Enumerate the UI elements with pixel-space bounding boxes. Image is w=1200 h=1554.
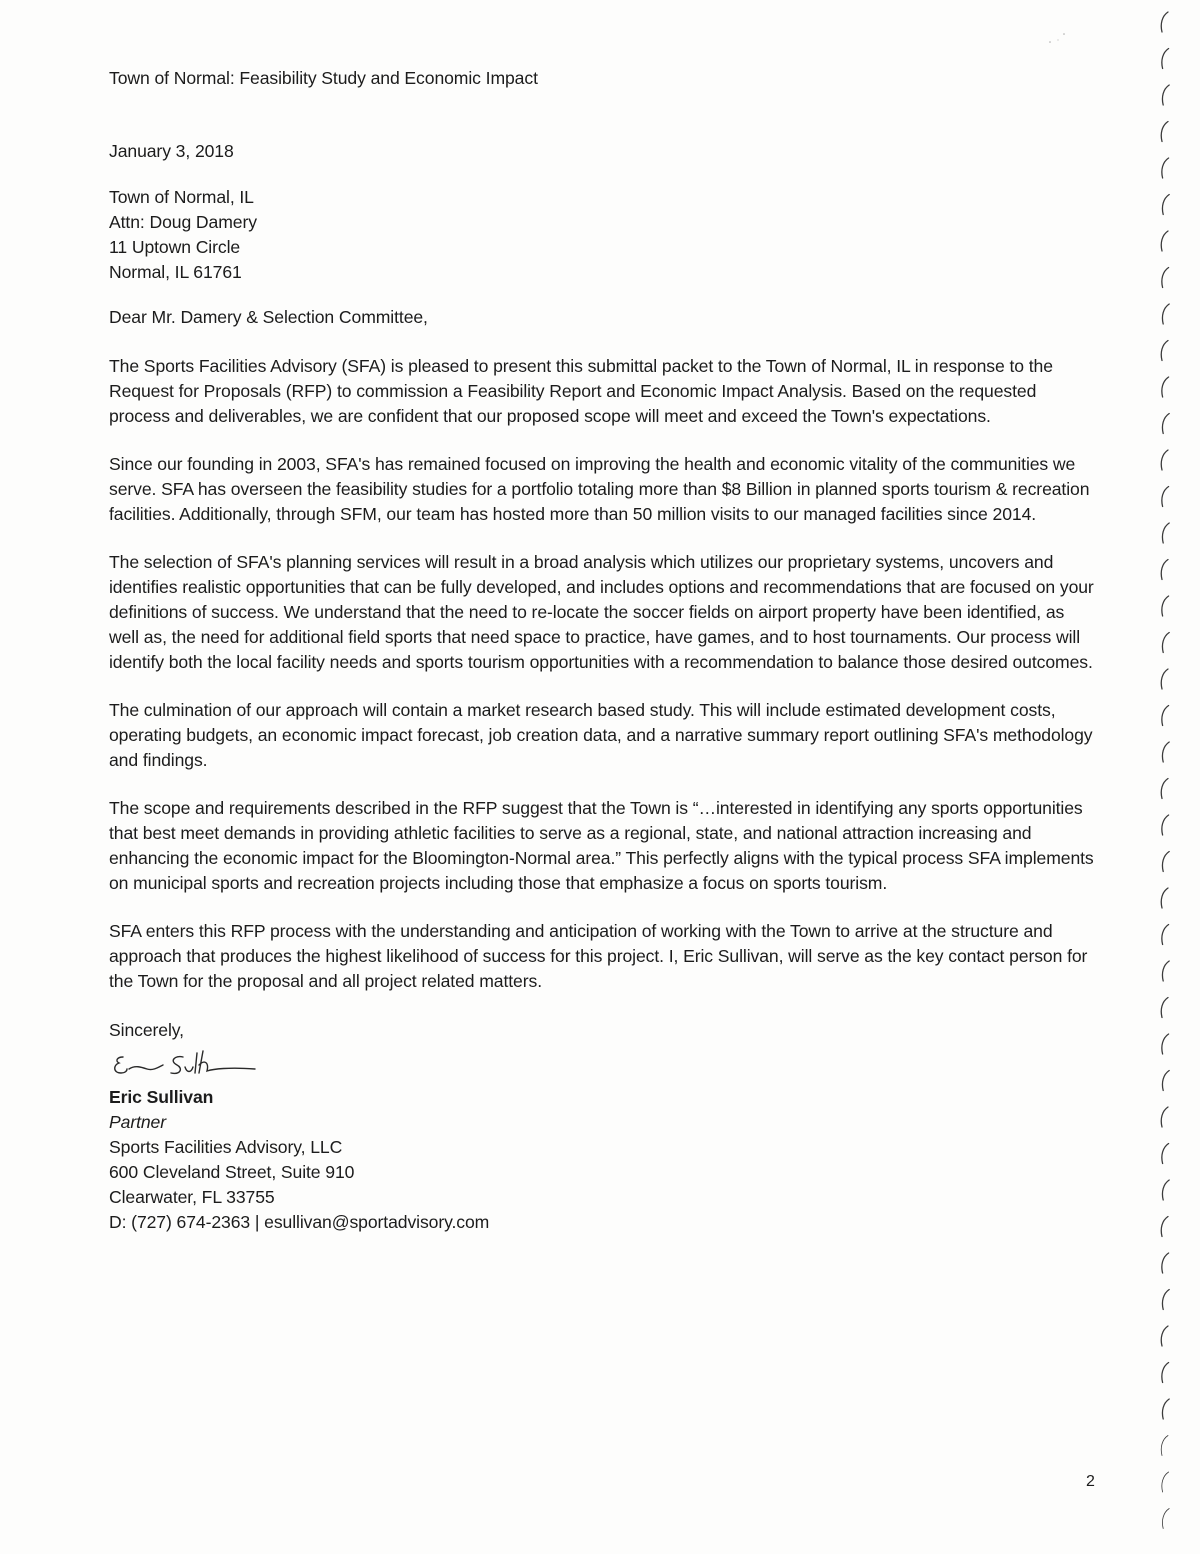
binding-hole-mark xyxy=(1162,158,1169,178)
closing: Sincerely, xyxy=(109,1020,184,1040)
recipient-line: Normal, IL 61761 xyxy=(109,262,242,282)
recipient-address xyxy=(109,185,1094,285)
binding-hole-mark xyxy=(1161,888,1168,908)
binding-hole-mark xyxy=(1162,1034,1169,1054)
binding-hole-mark xyxy=(1162,925,1169,945)
signer-city: Clearwater, FL 33755 xyxy=(109,1187,275,1207)
binding-hole-mark xyxy=(1162,304,1169,324)
binding-hole-mark xyxy=(1161,560,1168,580)
signer-contact: D: (727) 674-2363 | esullivan@sportadvisory.com xyxy=(109,1212,490,1232)
binding-hole-mark xyxy=(1162,596,1169,616)
letter-date: January 3, 2018 xyxy=(109,141,234,161)
binding-hole-marks xyxy=(1140,0,1180,1554)
binding-hole-mark xyxy=(1161,669,1168,689)
binding-hole-mark xyxy=(1162,633,1169,653)
binding-hole-mark xyxy=(1162,852,1169,872)
binding-hole-mark xyxy=(1162,195,1169,215)
letter-body xyxy=(109,66,1094,1235)
body-paragraph-scope: The scope and requirements described in the RFP suggest that the Town is “…interested in identifying any sports opportunities that best meet demands in providing athletic facilities to serve as a regional, state, and national attraction increasing and enhancing the economic impact for the Bloomington-Normal area.” This perfectly aligns with the typical process SFA implements on municipal sports and recreation projects including those that emphasize a focus on sports tourism. xyxy=(109,798,1094,893)
signer-name: Eric Sullivan xyxy=(109,1087,214,1107)
binding-hole-mark xyxy=(1162,1363,1169,1383)
binding-hole-mark xyxy=(1161,1326,1168,1346)
body-paragraph-contact: SFA enters this RFP process with the understanding and anticipation of working with the Town to arrive at the structure and approach that produces the highest likelihood of success for this project. I, Eric Sullivan, will serve as the key contact person for the Town for the proposal and all project related matters. xyxy=(109,921,1088,991)
binding-hole-mark xyxy=(1162,85,1169,105)
binding-hole-mark xyxy=(1162,1399,1169,1419)
binding-hole-mark xyxy=(1162,487,1169,507)
binding-hole-mark xyxy=(1162,742,1169,762)
signer-company: Sports Facilities Advisory, LLC xyxy=(109,1137,343,1157)
recipient-line: 11 Uptown Circle xyxy=(109,237,241,257)
binding-hole-mark xyxy=(1162,377,1169,397)
binding-hole-mark xyxy=(1162,414,1169,434)
binding-hole-mark xyxy=(1161,12,1168,32)
binding-hole-mark xyxy=(1162,1144,1169,1164)
scan-speck xyxy=(1040,20,1100,65)
body-paragraph-history: Since our founding in 2003, SFA's has remained focused on improving the health and economic vitality of the communities we serve. SFA has overseen the feasibility studies for a portfolio totaling more than $8 Billion in planned sports tourism & recreation facilities. Additionally, through SFM, our team has hosted more than 50 million visits to our managed facilities since 2014. xyxy=(109,454,1090,524)
binding-hole-mark xyxy=(1161,341,1168,361)
signature-block xyxy=(109,1085,1094,1235)
body-paragraph-intro: The Sports Facilities Advisory (SFA) is pleased to present this submittal packet to the Town of Normal, IL in response to the Request for Proposals (RFP) to commission a Feasibility Report and Economic Impact Analysis. Based on the requested process and deliverables, we are confident that our proposed scope will meet and exceed the Town's expectations. xyxy=(109,356,1053,426)
binding-hole-mark xyxy=(1161,1436,1168,1456)
signer-role: Partner xyxy=(109,1112,166,1132)
binding-hole-mark xyxy=(1161,1217,1168,1237)
binding-hole-mark xyxy=(1162,1071,1169,1091)
binding-hole-mark xyxy=(1162,961,1169,981)
binding-hole-mark xyxy=(1161,1107,1168,1127)
binding-hole-mark xyxy=(1162,523,1169,543)
binding-hole-mark xyxy=(1162,1290,1169,1310)
binding-hole-mark xyxy=(1162,1180,1169,1200)
body-paragraph-services: The selection of SFA's planning services will result in a broad analysis which utilizes our proprietary systems, uncovers and identifies realistic opportunities that can be fully developed, and includes options and recommendations that are focused on your definitions of success. We understand that the need to re-locate the soccer fields on airport property have been identified, as well as, the need for additional field sports that need space to practice, have games, and to host tournaments. Our process will identify both the local facility needs and sports tourism opportunities with a recommendation to balance those desired outcomes. xyxy=(109,552,1094,672)
binding-hole-mark xyxy=(1162,49,1169,69)
binding-hole-mark xyxy=(1161,122,1168,142)
page-number: 2 xyxy=(1086,1473,1095,1490)
binding-hole-mark xyxy=(1162,268,1169,288)
binding-hole-mark xyxy=(1161,998,1168,1018)
binding-hole-mark xyxy=(1161,779,1168,799)
binding-hole-mark xyxy=(1162,1472,1169,1492)
binding-hole-mark xyxy=(1161,231,1168,251)
binding-hole-mark xyxy=(1162,1253,1169,1273)
body-paragraph-approach: The culmination of our approach will contain a market research based study. This will include estimated development costs, operating budgets, an economic impact forecast, job creation data, and a narrative summary report outlining SFA's methodology and findings. xyxy=(109,700,1093,770)
binding-hole-mark xyxy=(1162,706,1169,726)
salutation: Dear Mr. Damery & Selection Committee, xyxy=(109,307,428,327)
recipient-line: Attn: Doug Damery xyxy=(109,212,257,232)
signer-street: 600 Cleveland Street, Suite 910 xyxy=(109,1162,355,1182)
binding-hole-mark xyxy=(1162,1509,1169,1529)
binding-hole-mark xyxy=(1162,815,1169,835)
recipient-line: Town of Normal, IL xyxy=(109,187,254,207)
binding-hole-mark xyxy=(1161,450,1168,470)
handwritten-signature xyxy=(109,1047,1094,1085)
document-title: Town of Normal: Feasibility Study and Economic Impact xyxy=(109,68,538,88)
